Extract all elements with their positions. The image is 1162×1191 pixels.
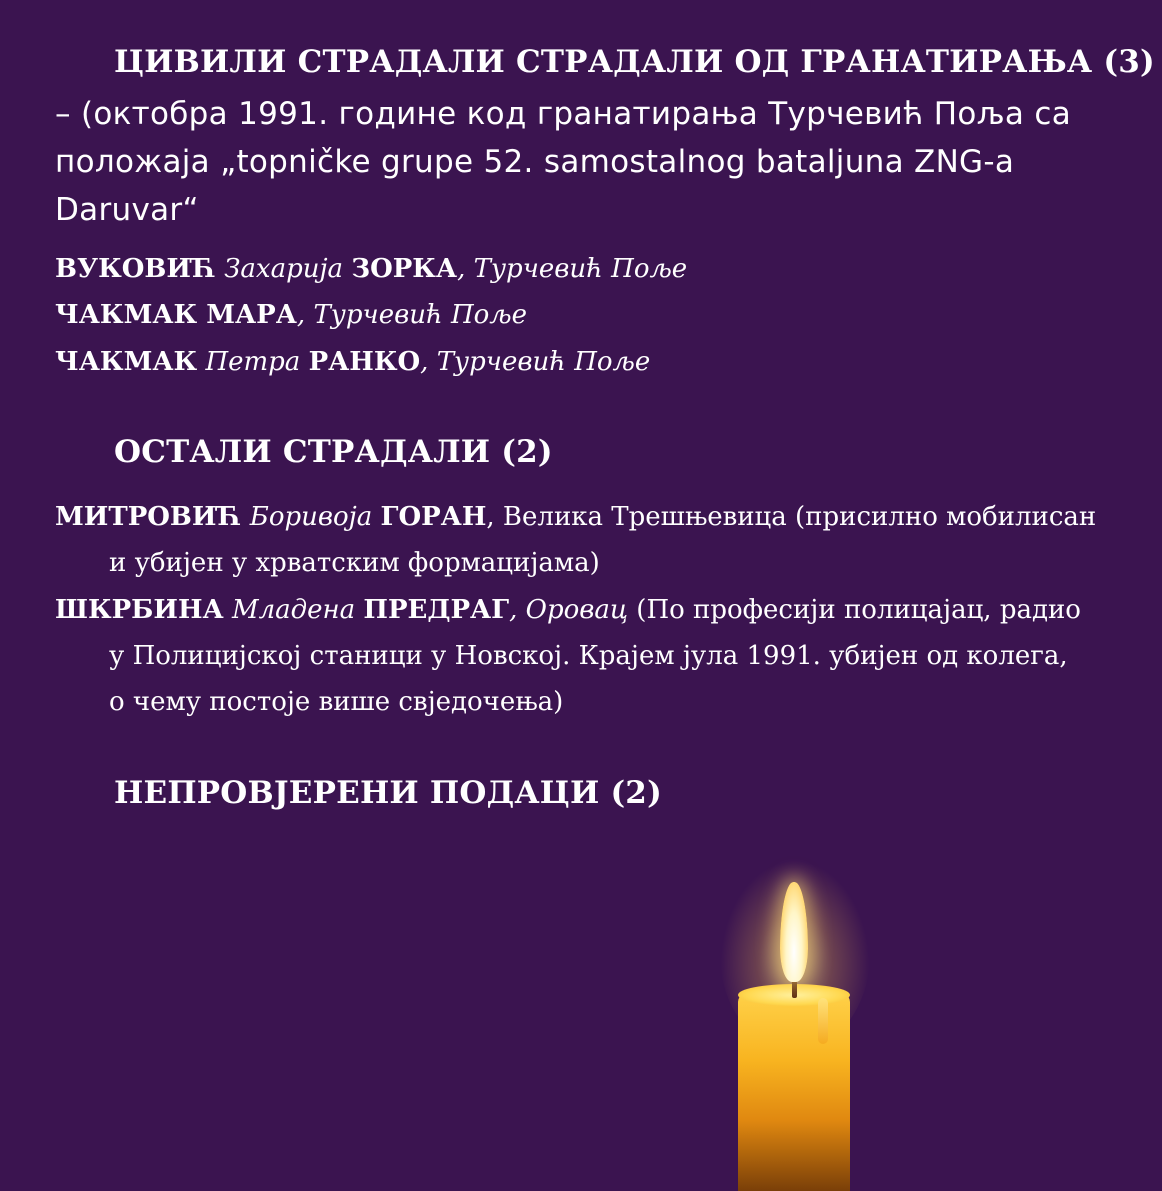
victim-name: ГОРАН [380,502,487,532]
intro-line: Daruvar“ [55,192,199,228]
section-heading-others: ОСТАЛИ СТРАДАЛИ (2) [114,434,553,470]
victim-father-name: Захарија [224,254,344,284]
victim-entry [55,339,650,385]
intro-line: положаја „topničke grupe 52. samostalnog bataljuna ZNG-a [55,144,1015,180]
section-heading-civilians: ЦИВИЛИ СТРАДАЛИ СТРАДАЛИ ОД ГРАНАТИРАЊА (3) [114,44,1155,80]
victim-father-name: Петра [205,347,301,377]
victim-surname: МИТРОВИЋ [55,502,242,532]
victim-name: ПРЕДРАГ [363,595,510,625]
victim-name: ЗОРКА [351,254,458,284]
victim-place: , Турчевић Поље [457,254,688,284]
victim-entry [55,292,527,338]
victim-surname: ЧАКМАК МАРА [55,300,297,330]
victim-details: , Велика Трешњевица (присилно мобилисан [486,502,1097,532]
victim-details: (По професији полицајац, радио [628,595,1081,625]
victim-entry [55,246,687,292]
victim-father-name: Боривоја [249,502,373,532]
victim-place: , Турчевић Поље [420,347,651,377]
victim-surname: ВУКОВИЋ [55,254,216,284]
intro-line: – (октобра 1991. године код гранатирања Турчевић Поља са [55,96,1071,132]
victim-entry [55,587,1135,725]
candle-drip [818,998,828,1044]
victim-surname: ШКРБИНА [55,595,224,625]
candle-body [738,990,850,1191]
victim-surname: ЧАКМАК [55,347,198,377]
entry-first-line [55,494,1135,540]
entry-continuation: и убијен у хрватским формацијама) [109,548,600,578]
victim-place: , Оровац [509,595,629,625]
entry-first-line [55,587,1135,633]
section-heading-unverified: НЕПРОВЈЕРЕНИ ПОДАЦИ (2) [114,775,662,811]
victim-place: , Турчевић Поље [296,300,528,330]
section-intro [55,90,1115,234]
victim-father-name: Младена [231,595,356,625]
entry-continuation: о чему постоје више свједочења) [109,687,564,717]
entry-continuation: у Полицијској станици у Новској. Крајем јула 1991. убијен од колега, [109,641,1068,671]
victim-name: РАНКО [308,347,421,377]
victim-entry [55,494,1135,586]
candle-icon [700,860,890,1191]
